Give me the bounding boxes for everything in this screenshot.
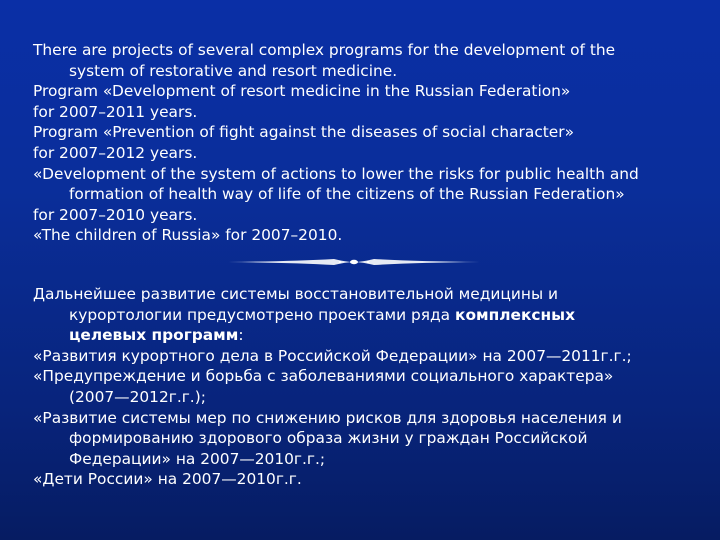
english-program-2-line-1: Program «Prevention of fight against the diseases of social character»	[33, 123, 575, 142]
english-program-3-line-1: «Development of the system of actions to lower the risks for public health and	[33, 164, 639, 183]
english-intro-line-1: There are projects of several complex programs for the development of the	[33, 41, 616, 59]
ornamental-divider	[228, 255, 480, 269]
english-program-1-line-1: Program «Development of resort medicine in the Russian Federation»	[33, 82, 571, 101]
russian-intro-line-2	[33, 305, 713, 326]
english-text-block	[33, 40, 713, 246]
russian-program-3-line-2: формированию здорового образа жизни у граждан Российской	[69, 429, 588, 448]
russian-intro-line-1: Дальнейшее развитие системы восстановительной медицины и	[33, 285, 558, 303]
russian-program-3-line-1: «Развитие системы мер по снижению рисков для здоровья населения и	[33, 408, 622, 427]
russian-intro-line-3-end: :	[238, 326, 244, 345]
english-program-1-line-2: for 2007–2011 years.	[33, 102, 198, 121]
russian-program-4: «Дети России» на 2007—2010г.г.	[33, 470, 302, 489]
english-program-3-line-3: for 2007–2010 years.	[33, 205, 198, 224]
russian-program-2-line-1: «Предупреждение и борьба с заболеваниями социального характера»	[33, 367, 614, 386]
russian-program-3-line-3: Федерации» на 2007—2010г.г.;	[69, 449, 326, 468]
russian-intro-bold-2: целевых программ	[69, 326, 239, 345]
russian-intro-line-3	[33, 325, 713, 346]
russian-text-block	[33, 284, 713, 490]
english-program-4: «The children of Russia» for 2007–2010.	[33, 226, 343, 245]
russian-program-1: «Развития курортного дела в Российской Федерации» на 2007—2011г.г.;	[33, 346, 632, 365]
russian-program-2-line-2: (2007—2012г.г.);	[69, 387, 206, 406]
english-program-2-line-2: for 2007–2012 years.	[33, 143, 198, 162]
english-intro-line-2: system of restorative and resort medicine.	[69, 61, 398, 80]
russian-intro-line-2-text: курортологии предусмотрено проектами ряда	[69, 305, 455, 324]
english-program-3-line-2: formation of health way of life of the citizens of the Russian Federation»	[69, 185, 625, 204]
russian-intro-bold-1: комплексных	[455, 305, 575, 324]
